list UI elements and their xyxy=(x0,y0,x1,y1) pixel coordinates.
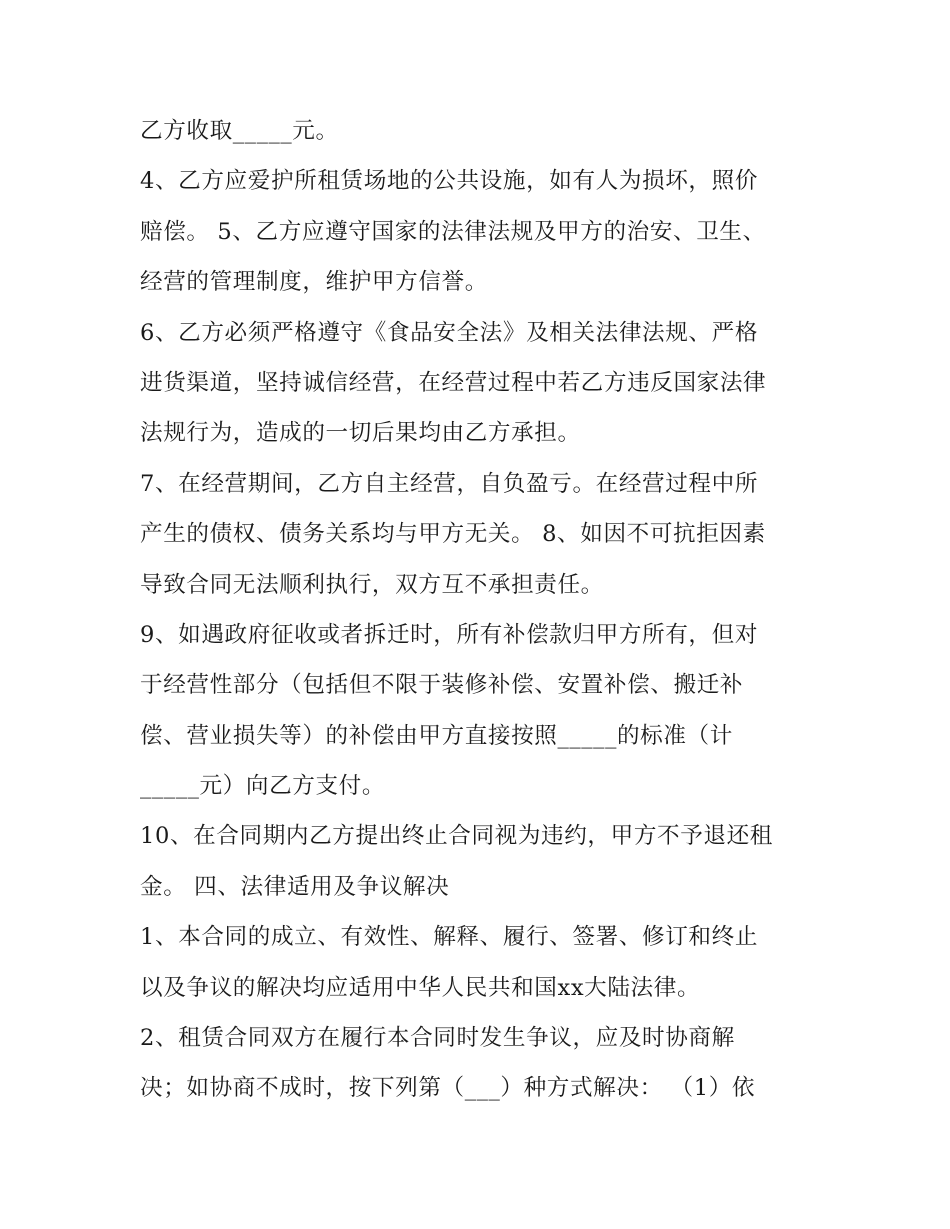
text-line: 于经营性部分（包括但不限于装修补偿、安置补偿、搬迁补 xyxy=(140,672,744,699)
text-line: 4、乙方应爱护所租赁场地的公共设施，如有人为损坏，照价 xyxy=(140,168,759,195)
text-line: 金。 四、法律适用及争议解决 xyxy=(140,873,450,900)
text-line: 2、租赁合同双方在履行本合同时发生争议，应及时协商解 xyxy=(140,1025,735,1052)
text-line: 法规行为，造成的一切后果均由乙方承担。 xyxy=(140,420,581,447)
text-line: _____元）向乙方支付。 xyxy=(140,773,386,800)
text-line: 7、在经营期间，乙方自主经营，自负盈亏。在经营过程中所 xyxy=(140,470,759,497)
text-line: 9、如遇政府征收或者拆迁时，所有补偿款归甲方所有，但对 xyxy=(140,621,759,648)
text-line: 经营的管理制度，维护甲方信誉。 xyxy=(140,269,488,296)
text-line: 6、乙方必须严格遵守《食品安全法》及相关法律法规、严格 xyxy=(140,319,759,346)
text-line: 产生的债权、债务关系均与甲方无关。 8、如因不可抗拒因素 xyxy=(140,521,766,548)
text-line: 乙方收取_____元。 xyxy=(140,118,339,144)
text-line: 1、本合同的成立、有效性、解释、履行、签署、修订和终止 xyxy=(140,924,759,951)
text-line: 赔偿。 5、乙方应遵守国家的法律法规及甲方的治安、卫生、 xyxy=(140,218,766,245)
text-line: 决；如协商不成时，按下列第（___）种方式解决： （1）依 xyxy=(140,1075,756,1102)
text-line: 进货渠道，坚持诚信经营，在经营过程中若乙方违反国家法律 xyxy=(140,369,767,396)
text-line: 偿、营业损失等）的补偿由甲方直接按照_____的标准（计 xyxy=(140,722,733,749)
text-line: 10、在合同期内乙方提出终止合同视为违约，甲方不予退还租 xyxy=(140,823,773,850)
text-line: 以及争议的解决均应适用中华人民共和国xx大陆法律。 xyxy=(140,974,701,1001)
document-body xyxy=(140,106,820,1114)
text-line: 导致合同无法顺利执行，双方互不承担责任。 xyxy=(140,571,604,598)
